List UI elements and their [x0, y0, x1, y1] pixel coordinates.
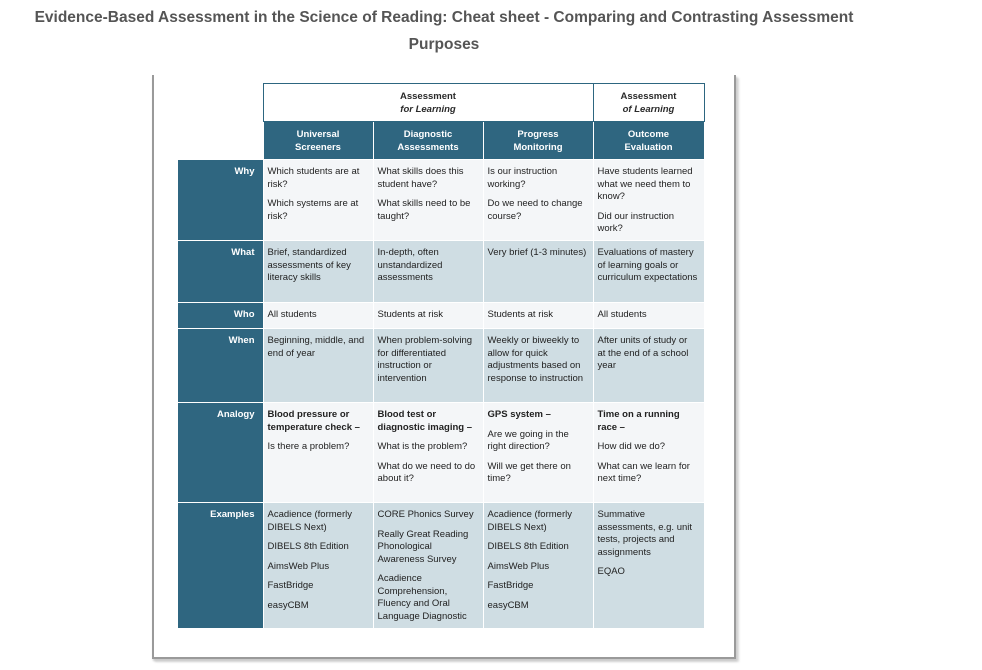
cell-text: How did we do? — [597, 441, 666, 452]
col-header-line2: Assessments — [397, 141, 459, 153]
cell-when-outcome — [593, 329, 704, 403]
cell-text: Which systems are at risk? — [267, 198, 359, 222]
cell-text: FastBridge — [487, 580, 534, 591]
col-header-line2: Evaluation — [624, 141, 673, 153]
cell-when-diagnostic — [373, 329, 483, 403]
cell-text: Beginning, middle, and end of year — [267, 335, 365, 359]
analogy-title: Blood pressure or temperature check – — [267, 409, 360, 433]
cell-text: What skills need to be taught? — [377, 198, 471, 222]
row-what — [178, 241, 704, 303]
col-header-line1: Progress — [517, 128, 559, 140]
cell-what-diagnostic — [373, 241, 483, 303]
cell-text: AimsWeb Plus — [267, 560, 330, 572]
cell-who-progress — [483, 303, 593, 329]
cell-analogy-diagnostic — [373, 403, 483, 503]
row-why — [178, 160, 704, 241]
row-analogy — [178, 403, 704, 503]
cell-analogy-progress — [483, 403, 593, 503]
cell-analogy-universal — [263, 403, 373, 503]
cell-text: Is our instruction working? — [487, 166, 558, 190]
row-label-what: What — [178, 241, 263, 303]
col-header-line1: Universal — [296, 128, 340, 140]
cell-text: Is there a problem? — [267, 441, 350, 452]
cell-text: Did our instruction work? — [597, 210, 675, 234]
cell-what-outcome — [593, 241, 704, 303]
cell-text: Acadience Comprehension, Fluency and Oral Language Diagnostic — [377, 573, 467, 622]
cell-text: DIBELS 8th Edition — [267, 541, 349, 552]
cell-text: After units of study or at the end of a school year — [597, 335, 689, 371]
cell-when-universal — [263, 329, 373, 403]
cell-analogy-outcome — [593, 403, 704, 503]
row-when — [178, 329, 704, 403]
col-header-diagnostic-assessments — [373, 122, 483, 160]
analogy-title: Blood test or diagnostic imaging – — [377, 409, 472, 433]
row-who — [178, 303, 704, 329]
analogy-title: GPS system – — [487, 409, 551, 420]
cell-text: Will we get there on time? — [487, 460, 571, 484]
row-label-examples: Examples — [178, 503, 263, 629]
row-label-who: Who — [178, 303, 263, 329]
cell-text: In-depth, often unstandardized assessments — [377, 247, 443, 283]
cell-who-outcome — [593, 303, 704, 329]
corner-blank — [178, 84, 263, 122]
col-header-line2: Screeners — [295, 141, 341, 153]
cell-text: Students at risk — [487, 309, 553, 320]
cell-text: Students at risk — [377, 309, 443, 320]
cell-text: All students — [597, 309, 647, 320]
cell-text: What skills does this student have? — [377, 166, 464, 190]
group-of-learning-line2: of Learning — [622, 103, 675, 115]
cell-text: Very brief (1-3 minutes) — [487, 247, 587, 258]
cell-text: DIBELS 8th Edition — [487, 541, 569, 552]
cell-why-universal — [263, 160, 373, 241]
cell-text: Acadience (formerly DIBELS Next) — [487, 509, 572, 533]
cell-text: EQAO — [597, 566, 625, 577]
cell-text: easyCBM — [487, 599, 529, 611]
assessment-comparison-table — [178, 83, 705, 629]
row-examples — [178, 503, 704, 629]
cell-what-progress — [483, 241, 593, 303]
col-header-progress-monitoring — [483, 122, 593, 160]
cell-why-outcome — [593, 160, 704, 241]
cell-text: Brief, standardized assessments of key literacy skills — [267, 247, 351, 283]
cell-text: Which students are at risk? — [267, 166, 360, 190]
col-header-line2: Monitoring — [513, 141, 563, 153]
col-header-universal-screeners — [263, 122, 373, 160]
cell-who-universal — [263, 303, 373, 329]
group-for-learning-line1: Assessment — [400, 90, 456, 102]
cell-text: Are we going in the right direction? — [487, 428, 569, 452]
col-header-outcome-evaluation — [593, 122, 704, 160]
group-header-for-learning — [263, 84, 593, 122]
analogy-title: Time on a running race – — [597, 409, 680, 433]
cell-text: Weekly or biweekly to allow for quick adjustments based on response to instruction — [487, 335, 584, 384]
group-for-learning-line2: for Learning — [400, 103, 456, 115]
cell-text: easyCBM — [267, 599, 309, 611]
group-of-learning-line1: Assessment — [620, 90, 677, 102]
cell-text: What do we need to do about it? — [377, 460, 476, 484]
cell-text: When problem-solving for differentiated instruction or intervention — [377, 335, 473, 384]
cell-why-progress — [483, 160, 593, 241]
cell-text: Acadience (formerly DIBELS Next) — [267, 509, 352, 533]
row-label-why: Why — [178, 160, 263, 241]
cell-examples-universal — [263, 503, 373, 629]
cell-text: FastBridge — [267, 580, 314, 591]
group-header-of-learning — [593, 84, 704, 122]
cell-text: What can we learn for next time? — [597, 460, 690, 484]
cell-text: Summative assessments, e.g. unit tests, projects and assignments — [597, 509, 693, 558]
cell-who-diagnostic — [373, 303, 483, 329]
cell-text: Do we need to change course? — [487, 198, 583, 222]
cell-text: Evaluations of mastery of learning goals or curriculum expectations — [597, 247, 698, 283]
cell-text: CORE Phonics Survey — [377, 509, 474, 520]
cell-text: Have students learned what we need them to know? — [597, 166, 693, 202]
cell-what-universal — [263, 241, 373, 303]
cell-when-progress — [483, 329, 593, 403]
cell-examples-progress — [483, 503, 593, 629]
row-label-when: When — [178, 329, 263, 403]
cell-text: AimsWeb Plus — [487, 560, 550, 572]
page-title: Evidence-Based Assessment in the Science of Reading: Cheat sheet - Comparing and Contrasting Assessment Purposes — [34, 9, 854, 53]
row-label-analogy: Analogy — [178, 403, 263, 503]
col-header-line1: Outcome — [627, 128, 670, 140]
cell-text: Really Great Reading Phonological Awareness Survey — [377, 528, 469, 565]
corner-blank — [178, 122, 263, 160]
cell-examples-outcome — [593, 503, 704, 629]
cell-why-diagnostic — [373, 160, 483, 241]
col-header-line1: Diagnostic — [403, 128, 453, 140]
cell-text: All students — [267, 309, 317, 320]
cell-text: What is the problem? — [377, 441, 468, 452]
cell-examples-diagnostic — [373, 503, 483, 629]
